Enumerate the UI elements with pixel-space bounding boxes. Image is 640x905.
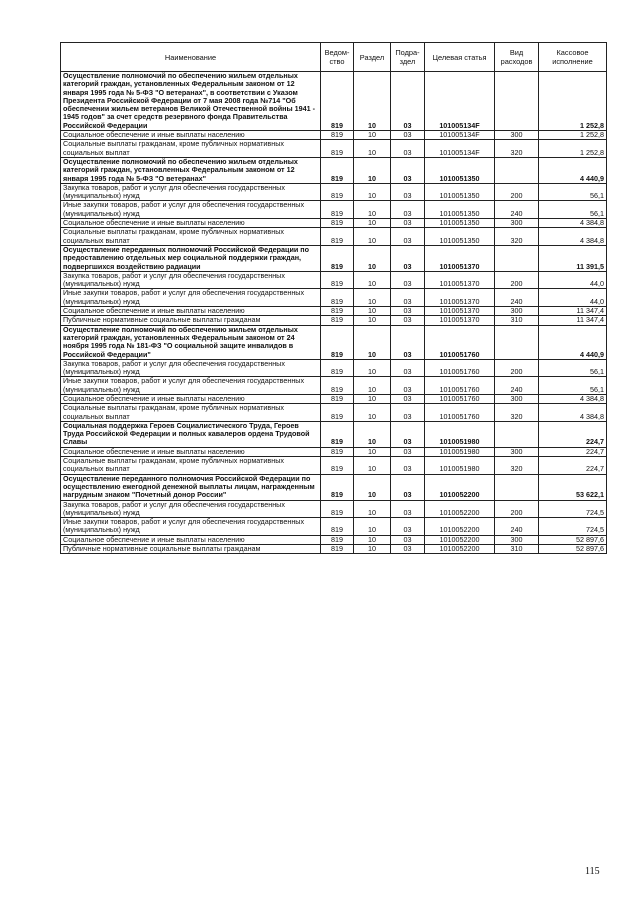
row-name: Публичные нормативные социальные выплаты гражданам bbox=[61, 316, 321, 325]
table-row bbox=[61, 307, 607, 316]
row-amount: 44,0 bbox=[539, 271, 607, 289]
row-razdel: 10 bbox=[354, 377, 391, 395]
row-vedomstvo: 819 bbox=[321, 474, 354, 500]
row-razdel: 10 bbox=[354, 359, 391, 377]
header-vedomstvo: Ведом-ство bbox=[321, 43, 354, 72]
row-podrazdel: 03 bbox=[391, 325, 425, 359]
row-vid bbox=[495, 72, 539, 131]
row-celevaya: 101005134F bbox=[425, 140, 495, 158]
row-celevaya: 1010051370 bbox=[425, 307, 495, 316]
row-podrazdel: 03 bbox=[391, 316, 425, 325]
row-razdel: 10 bbox=[354, 289, 391, 307]
row-name: Социальное обеспечение и иные выплаты населению bbox=[61, 219, 321, 228]
row-podrazdel: 03 bbox=[391, 474, 425, 500]
row-vedomstvo: 819 bbox=[321, 545, 354, 554]
header-podrazdel: Подра-здел bbox=[391, 43, 425, 72]
row-podrazdel: 03 bbox=[391, 377, 425, 395]
row-amount: 56,1 bbox=[539, 359, 607, 377]
row-vid bbox=[495, 245, 539, 271]
table-row bbox=[61, 518, 607, 536]
row-amount: 724,5 bbox=[539, 500, 607, 518]
table-row bbox=[61, 140, 607, 158]
row-vedomstvo: 819 bbox=[321, 228, 354, 246]
row-razdel: 10 bbox=[354, 183, 391, 201]
row-amount: 1 252,8 bbox=[539, 131, 607, 140]
table-row bbox=[61, 219, 607, 228]
table-row bbox=[61, 157, 607, 183]
row-podrazdel: 03 bbox=[391, 271, 425, 289]
row-razdel: 10 bbox=[354, 228, 391, 246]
row-name: Иные закупки товаров, работ и услуг для обеспечения государственных (муниципальных) нужд bbox=[61, 289, 321, 307]
table-row bbox=[61, 535, 607, 544]
row-vedomstvo: 819 bbox=[321, 500, 354, 518]
row-razdel: 10 bbox=[354, 316, 391, 325]
row-razdel: 10 bbox=[354, 394, 391, 403]
row-vid: 240 bbox=[495, 377, 539, 395]
row-razdel: 10 bbox=[354, 404, 391, 422]
row-vid: 200 bbox=[495, 271, 539, 289]
row-name: Социальные выплаты гражданам, кроме публичных нормативных социальных выплат bbox=[61, 140, 321, 158]
row-amount: 52 897,6 bbox=[539, 545, 607, 554]
row-amount: 11 391,5 bbox=[539, 245, 607, 271]
row-name: Закупка товаров, работ и услуг для обеспечения государственных (муниципальных) нужд bbox=[61, 183, 321, 201]
row-podrazdel: 03 bbox=[391, 404, 425, 422]
row-celevaya: 1010051760 bbox=[425, 325, 495, 359]
row-amount: 1 252,8 bbox=[539, 72, 607, 131]
row-amount: 224,7 bbox=[539, 457, 607, 475]
row-vid: 200 bbox=[495, 500, 539, 518]
row-vid: 310 bbox=[495, 545, 539, 554]
row-podrazdel: 03 bbox=[391, 201, 425, 219]
row-podrazdel: 03 bbox=[391, 245, 425, 271]
budget-table bbox=[60, 42, 607, 554]
row-vedomstvo: 819 bbox=[321, 394, 354, 403]
row-razdel: 10 bbox=[354, 474, 391, 500]
row-name: Осуществление полномочий по обеспечению жильем отдельных категорий граждан, установленных Федеральным законом от 12 января 1995 года № 5-ФЗ "О ветеранах" bbox=[61, 157, 321, 183]
row-vid: 320 bbox=[495, 140, 539, 158]
row-name: Социальное обеспечение и иные выплаты населению bbox=[61, 447, 321, 456]
row-name: Осуществление полномочий по обеспечению жильем отдельных категорий граждан, установленных Федеральным законом от 24 ноября 1995 года № 181-ФЗ "О социальной защите инвалидов в Российской Федерации" bbox=[61, 325, 321, 359]
row-name: Социальное обеспечение и иные выплаты населению bbox=[61, 394, 321, 403]
row-name: Осуществление переданного полномочия Российской Федерации по осуществлению ежегодной денежной выплаты лицам, награжденным нагрудным знаком "Почетный донор России" bbox=[61, 474, 321, 500]
row-razdel: 10 bbox=[354, 201, 391, 219]
row-amount: 56,1 bbox=[539, 377, 607, 395]
row-celevaya: 101005134F bbox=[425, 131, 495, 140]
row-vid: 320 bbox=[495, 228, 539, 246]
row-amount: 44,0 bbox=[539, 289, 607, 307]
row-name: Социальное обеспечение и иные выплаты населению bbox=[61, 307, 321, 316]
row-celevaya: 1010051350 bbox=[425, 201, 495, 219]
row-celevaya: 1010051350 bbox=[425, 219, 495, 228]
row-celevaya: 1010051980 bbox=[425, 421, 495, 447]
row-vedomstvo: 819 bbox=[321, 307, 354, 316]
row-vedomstvo: 819 bbox=[321, 404, 354, 422]
row-razdel: 10 bbox=[354, 157, 391, 183]
table-row bbox=[61, 131, 607, 140]
row-vid bbox=[495, 157, 539, 183]
row-vid bbox=[495, 325, 539, 359]
table-header-row bbox=[61, 43, 607, 72]
row-celevaya: 1010051980 bbox=[425, 457, 495, 475]
row-vedomstvo: 819 bbox=[321, 316, 354, 325]
row-name: Осуществление полномочий по обеспечению жильем отдельных категорий граждан, установленных Федеральным законом от 12 января 1995 года № 5-ФЗ "О ветеранах", в соответствии с Указом Президента Российской Федерации от 7 мая 2008 года №714 "Об обеспечении жильем ветеранов Великой Отечественной войны 1941 - 1945 годов" за счет средств резервного фонда Правительства Российской Федерации bbox=[61, 72, 321, 131]
row-name: Социальные выплаты гражданам, кроме публичных нормативных социальных выплат bbox=[61, 457, 321, 475]
row-vid: 300 bbox=[495, 535, 539, 544]
row-celevaya: 1010051350 bbox=[425, 183, 495, 201]
row-razdel: 10 bbox=[354, 545, 391, 554]
row-name: Закупка товаров, работ и услуг для обеспечения государственных (муниципальных) нужд bbox=[61, 500, 321, 518]
table-row bbox=[61, 228, 607, 246]
row-podrazdel: 03 bbox=[391, 457, 425, 475]
row-vedomstvo: 819 bbox=[321, 157, 354, 183]
table-row bbox=[61, 245, 607, 271]
row-podrazdel: 03 bbox=[391, 219, 425, 228]
row-razdel: 10 bbox=[354, 518, 391, 536]
row-vedomstvo: 819 bbox=[321, 183, 354, 201]
row-name: Публичные нормативные социальные выплаты гражданам bbox=[61, 545, 321, 554]
row-amount: 56,1 bbox=[539, 183, 607, 201]
row-name: Закупка товаров, работ и услуг для обеспечения государственных (муниципальных) нужд bbox=[61, 359, 321, 377]
row-razdel: 10 bbox=[354, 140, 391, 158]
row-podrazdel: 03 bbox=[391, 535, 425, 544]
row-vedomstvo: 819 bbox=[321, 245, 354, 271]
row-podrazdel: 03 bbox=[391, 545, 425, 554]
table-row bbox=[61, 201, 607, 219]
header-name: Наименование bbox=[61, 43, 321, 72]
table-row bbox=[61, 447, 607, 456]
row-razdel: 10 bbox=[354, 245, 391, 271]
row-razdel: 10 bbox=[354, 307, 391, 316]
row-celevaya: 1010052200 bbox=[425, 545, 495, 554]
row-vid bbox=[495, 421, 539, 447]
row-celevaya: 1010051370 bbox=[425, 289, 495, 307]
row-vedomstvo: 819 bbox=[321, 447, 354, 456]
row-vid: 200 bbox=[495, 183, 539, 201]
table-row bbox=[61, 359, 607, 377]
table-row bbox=[61, 457, 607, 475]
row-vid: 300 bbox=[495, 394, 539, 403]
row-razdel: 10 bbox=[354, 500, 391, 518]
row-razdel: 10 bbox=[354, 535, 391, 544]
table-row bbox=[61, 325, 607, 359]
row-amount: 53 622,1 bbox=[539, 474, 607, 500]
row-podrazdel: 03 bbox=[391, 359, 425, 377]
table-row bbox=[61, 289, 607, 307]
row-amount: 4 440,9 bbox=[539, 325, 607, 359]
row-razdel: 10 bbox=[354, 447, 391, 456]
row-vid: 240 bbox=[495, 518, 539, 536]
table-row bbox=[61, 404, 607, 422]
row-razdel: 10 bbox=[354, 457, 391, 475]
table-row bbox=[61, 545, 607, 554]
row-name: Осуществление переданных полномочий Российской Федерации по предоставлению отдельных мер социальной поддержки граждан, подвергшихся воздействию радиации bbox=[61, 245, 321, 271]
row-podrazdel: 03 bbox=[391, 183, 425, 201]
header-kassovoe: Кассовое исполнение bbox=[539, 43, 607, 72]
page-number: 115 bbox=[585, 866, 600, 877]
row-name: Социальное обеспечение и иные выплаты населению bbox=[61, 131, 321, 140]
header-razdel: Раздел bbox=[354, 43, 391, 72]
table-row bbox=[61, 271, 607, 289]
row-vid: 240 bbox=[495, 289, 539, 307]
row-celevaya: 1010051370 bbox=[425, 245, 495, 271]
row-podrazdel: 03 bbox=[391, 307, 425, 316]
row-podrazdel: 03 bbox=[391, 131, 425, 140]
row-podrazdel: 03 bbox=[391, 421, 425, 447]
row-celevaya: 1010051760 bbox=[425, 404, 495, 422]
row-podrazdel: 03 bbox=[391, 447, 425, 456]
row-vid: 300 bbox=[495, 131, 539, 140]
row-amount: 4 384,8 bbox=[539, 219, 607, 228]
table-row bbox=[61, 316, 607, 325]
row-amount: 4 384,8 bbox=[539, 228, 607, 246]
row-vedomstvo: 819 bbox=[321, 535, 354, 544]
row-celevaya: 1010051370 bbox=[425, 316, 495, 325]
row-name: Иные закупки товаров, работ и услуг для обеспечения государственных (муниципальных) нужд bbox=[61, 201, 321, 219]
table-row bbox=[61, 377, 607, 395]
row-celevaya: 1010052200 bbox=[425, 500, 495, 518]
row-vedomstvo: 819 bbox=[321, 201, 354, 219]
row-podrazdel: 03 bbox=[391, 72, 425, 131]
row-razdel: 10 bbox=[354, 325, 391, 359]
row-vid bbox=[495, 474, 539, 500]
row-vid: 320 bbox=[495, 457, 539, 475]
row-vedomstvo: 819 bbox=[321, 421, 354, 447]
row-podrazdel: 03 bbox=[391, 500, 425, 518]
row-name: Закупка товаров, работ и услуг для обеспечения государственных (муниципальных) нужд bbox=[61, 271, 321, 289]
row-vid: 320 bbox=[495, 404, 539, 422]
row-amount: 52 897,6 bbox=[539, 535, 607, 544]
table-body bbox=[61, 72, 607, 554]
row-vedomstvo: 819 bbox=[321, 377, 354, 395]
row-vid: 240 bbox=[495, 201, 539, 219]
table-row bbox=[61, 421, 607, 447]
row-amount: 724,5 bbox=[539, 518, 607, 536]
table-row bbox=[61, 183, 607, 201]
row-vedomstvo: 819 bbox=[321, 219, 354, 228]
row-vid: 310 bbox=[495, 316, 539, 325]
row-name: Социальная поддержка Героев Социалистического Труда, Героев Труда Российской Федерации и полных кавалеров ордена Трудовой Славы bbox=[61, 421, 321, 447]
row-celevaya: 1010051370 bbox=[425, 271, 495, 289]
row-celevaya: 1010052200 bbox=[425, 518, 495, 536]
row-amount: 224,7 bbox=[539, 447, 607, 456]
row-vid: 300 bbox=[495, 307, 539, 316]
row-celevaya: 1010051980 bbox=[425, 447, 495, 456]
row-name: Социальные выплаты гражданам, кроме публичных нормативных социальных выплат bbox=[61, 404, 321, 422]
row-celevaya: 1010051760 bbox=[425, 359, 495, 377]
row-vedomstvo: 819 bbox=[321, 289, 354, 307]
row-celevaya: 101005134F bbox=[425, 72, 495, 131]
row-vedomstvo: 819 bbox=[321, 140, 354, 158]
table-row bbox=[61, 72, 607, 131]
row-celevaya: 1010051760 bbox=[425, 377, 495, 395]
row-razdel: 10 bbox=[354, 271, 391, 289]
row-vid: 200 bbox=[495, 359, 539, 377]
row-podrazdel: 03 bbox=[391, 394, 425, 403]
row-amount: 56,1 bbox=[539, 201, 607, 219]
row-name: Иные закупки товаров, работ и услуг для обеспечения государственных (муниципальных) нужд bbox=[61, 518, 321, 536]
row-amount: 4 384,8 bbox=[539, 394, 607, 403]
row-celevaya: 1010051760 bbox=[425, 394, 495, 403]
row-podrazdel: 03 bbox=[391, 518, 425, 536]
row-vid: 300 bbox=[495, 219, 539, 228]
row-celevaya: 1010052200 bbox=[425, 474, 495, 500]
row-name: Социальное обеспечение и иные выплаты населению bbox=[61, 535, 321, 544]
header-vid: Вид расходов bbox=[495, 43, 539, 72]
row-podrazdel: 03 bbox=[391, 140, 425, 158]
row-name: Социальные выплаты гражданам, кроме публичных нормативных социальных выплат bbox=[61, 228, 321, 246]
row-vedomstvo: 819 bbox=[321, 518, 354, 536]
row-amount: 1 252,8 bbox=[539, 140, 607, 158]
row-vedomstvo: 819 bbox=[321, 359, 354, 377]
row-amount: 224,7 bbox=[539, 421, 607, 447]
row-amount: 11 347,4 bbox=[539, 307, 607, 316]
row-celevaya: 1010052200 bbox=[425, 535, 495, 544]
table-row bbox=[61, 500, 607, 518]
row-podrazdel: 03 bbox=[391, 289, 425, 307]
row-celevaya: 1010051350 bbox=[425, 157, 495, 183]
header-celevaya: Целевая статья bbox=[425, 43, 495, 72]
row-name: Иные закупки товаров, работ и услуг для обеспечения государственных (муниципальных) нужд bbox=[61, 377, 321, 395]
row-vedomstvo: 819 bbox=[321, 72, 354, 131]
row-vedomstvo: 819 bbox=[321, 325, 354, 359]
row-celevaya: 1010051350 bbox=[425, 228, 495, 246]
table-row bbox=[61, 394, 607, 403]
row-vedomstvo: 819 bbox=[321, 271, 354, 289]
row-razdel: 10 bbox=[354, 72, 391, 131]
row-amount: 4 440,9 bbox=[539, 157, 607, 183]
row-amount: 11 347,4 bbox=[539, 316, 607, 325]
row-razdel: 10 bbox=[354, 131, 391, 140]
row-razdel: 10 bbox=[354, 219, 391, 228]
row-podrazdel: 03 bbox=[391, 157, 425, 183]
table-row bbox=[61, 474, 607, 500]
row-razdel: 10 bbox=[354, 421, 391, 447]
row-vid: 300 bbox=[495, 447, 539, 456]
row-amount: 4 384,8 bbox=[539, 404, 607, 422]
row-vedomstvo: 819 bbox=[321, 131, 354, 140]
row-podrazdel: 03 bbox=[391, 228, 425, 246]
row-vedomstvo: 819 bbox=[321, 457, 354, 475]
